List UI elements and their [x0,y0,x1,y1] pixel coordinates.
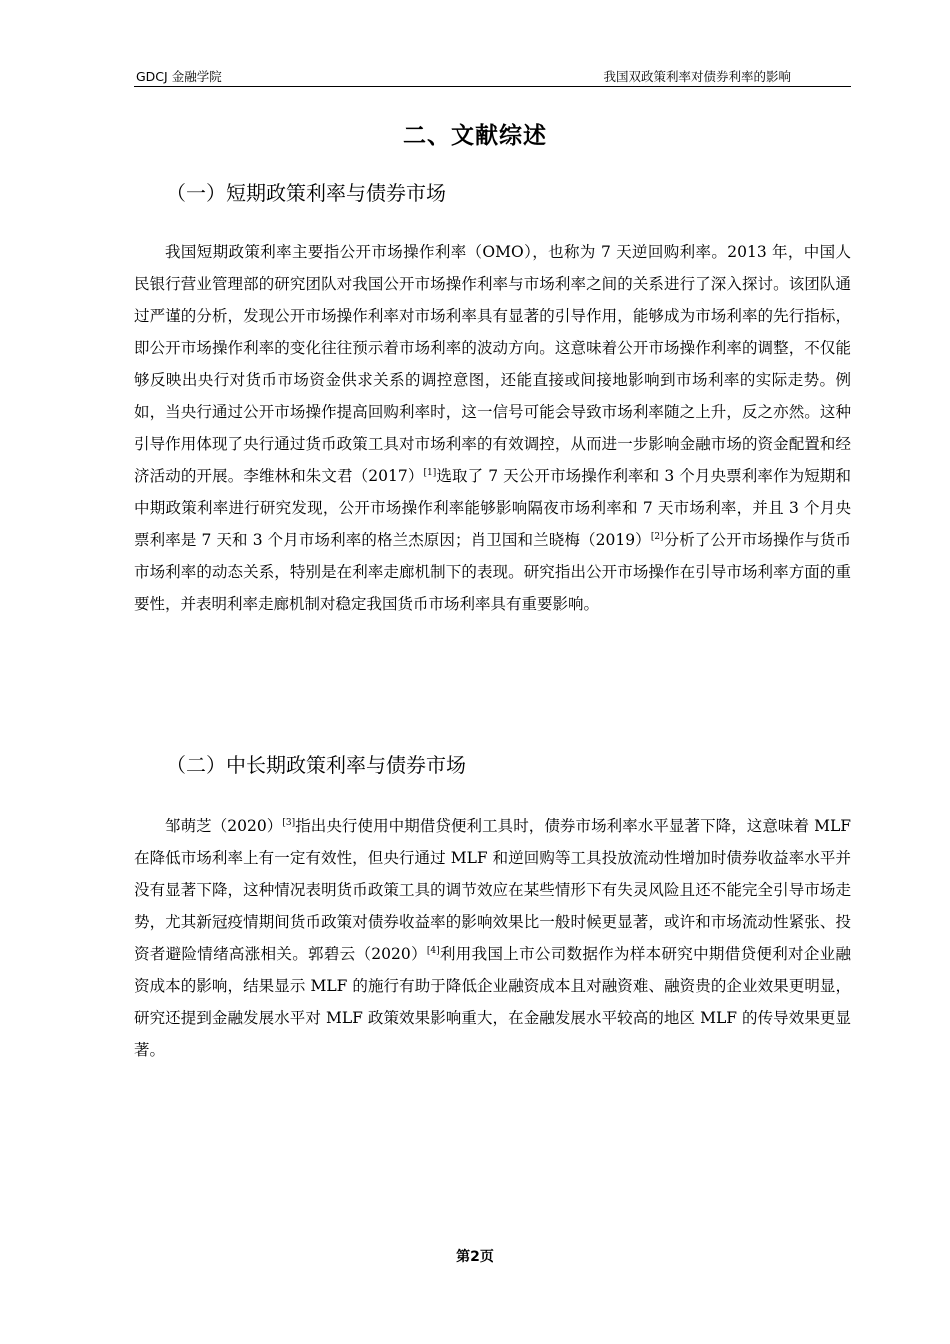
section2-text-part2: 指出央行使用中期借贷便利工具时，债券市场利率水平显著下降，这意味着 MLF 在降低市场利率上有一定有效性，但央行通过 MLF 和逆回购等工具投放流动性增加时债券收益率水平并没有显著下降，这种情况表明货币政策工具的调节效应在某些情形下有失灵风险且还不能完全引导市场走势，尤其新冠疫情期间货币政策对债券收益率的影响效果比一般时候更显著，或许和市场流动性紧张、投资者避险情绪高涨相关。郭碧云（2020） [134,817,851,963]
chapter-title: 二、文献综述 [403,123,547,149]
page-header [134,66,851,87]
section1-text-part2: 选取了 7 天公开市场操作利率和 3 个月央票利率作为短期和中期政策利率进行研究发现，公开市场操作利率能够影响隔夜市场利率和 7 天市场利率，并且 3 个月央票利率是 7 天和 3 个月市场利率的格兰杰原因；肖卫国和兰晓梅（2019） [134,467,852,549]
section2-heading: （二）中长期政策利率与债券市场 [166,753,466,777]
section1-text-part1: 我国短期政策利率主要指公开市场操作利率（OMO），也称为 7 天逆回购利率。2013 年，中国人民银行营业管理部的研究团队对我国公开市场操作利率与市场利率之间的关系进行了深入探讨。该团队通过严谨的分析，发现公开市场操作利率对市场利率具有显著的引导作用，能够成为市场利率的先行指标，即公开市场操作利率的变化往往预示着市场利率的波动方向。这意味着公开市场操作利率的调整，不仅能够反映出央行对货币市场资金供求关系的调控意图，还能直接或间接地影响到市场利率的实际走势。例如，当央行通过公开市场操作提高回购利率时，这一信号可能会导致市场利率随之上升，反之亦然。这种引导作用体现了央行通过货币政策工具对市场利率的有效调控，从而进一步影响金融市场的资金配置和经济活动的开展。李维林和朱文君（2017） [134,243,851,485]
citation-ref-3: [3] [282,817,296,828]
section1-paragraph [134,236,851,620]
citation-ref-4: [4] [426,945,440,956]
citation-ref-2: [2] [650,531,664,542]
section1-text-part3: 分析了公开市场操作与货币市场利率的动态关系，特别是在利率走廊机制下的表现。研究指出公开市场操作在引导市场利率方面的重要性，并表明利率走廊机制对稳定我国货币市场利率具有重要影响。 [134,531,851,613]
section2-text-part3: 利用我国上市公司数据作为样本研究中期借贷便利对企业融资成本的影响，结果显示 MLF 的施行有助于降低企业融资成本且对融资难、融资贵的企业效果更明显，研究还提到金融发展水平对 MLF 政策效果影响重大，在金融发展水平较高的地区 MLF 的传导效果更显著。 [134,945,851,1059]
citation-ref-1: [1] [423,467,437,478]
section2-text-part1: 邹萌芝（2020） [165,817,283,835]
header-left-text: GDCJ 金融学院 [136,69,222,84]
section1-heading: （一）短期政策利率与债券市场 [166,181,446,205]
section2-paragraph [134,810,851,1066]
header-right-text: 我国双政策利率对债券利率的影响 [603,69,791,84]
page-number: 第2页 [456,1249,494,1265]
